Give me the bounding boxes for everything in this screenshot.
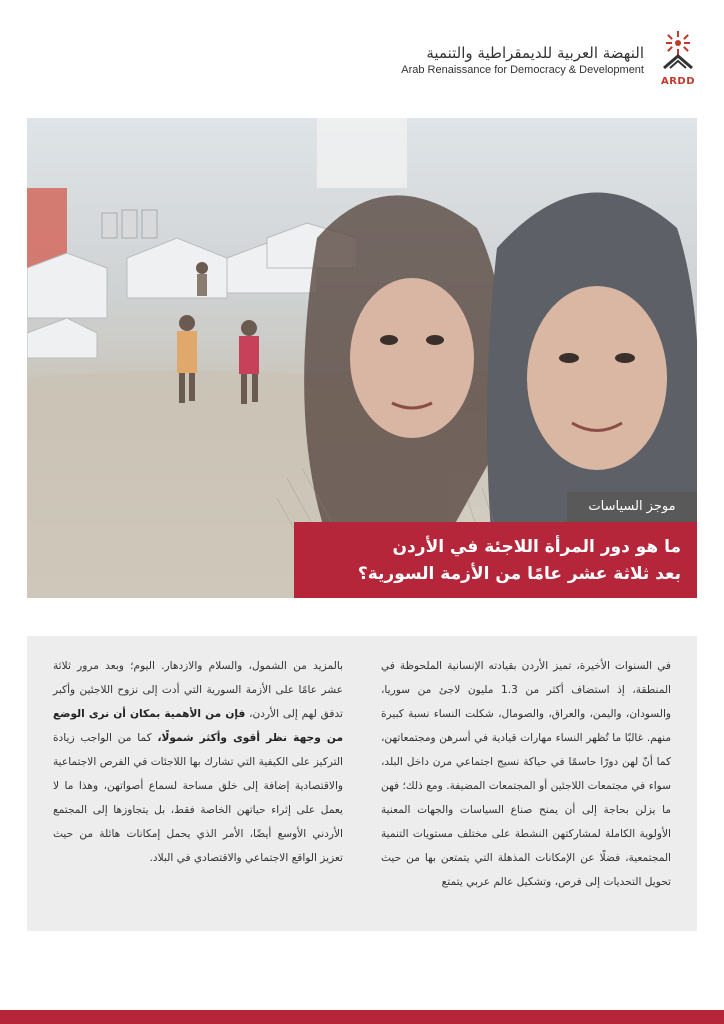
- paragraph-left-bold: فإن من الأهمية بمكان أن نرى الوضع من وجهة نظر أقوى وأكثر شمولًا،: [53, 708, 343, 744]
- org-name-arabic: النهضة العربية للديمقراطية والتنمية: [426, 44, 644, 62]
- title-line-2: بعد ثلاثة عشر عامًا من الأزمة السورية؟: [357, 564, 681, 584]
- footer-accent-bar: [0, 1010, 724, 1024]
- title-box: [294, 522, 697, 598]
- org-name-english: Arab Renaissance for Democracy & Development: [401, 64, 644, 76]
- text-column-right: [381, 654, 671, 894]
- paragraph-left-start: بالمزيد من الشمول، والسلام والازدهار. اليوم؛ وبعد مرور ثلاثة عشر عامًا على الأزمة السورية التي أدت إلى نزوح اللاجئين وأكبر تدفق لهم إلى الأردن،: [53, 660, 343, 720]
- header: [58, 30, 698, 100]
- body-text-panel: [27, 636, 697, 931]
- organization-name: [401, 44, 644, 76]
- paragraph-left-end: كما من الواجب زيادة التركيز على الكيفية التي تشارك بها اللاجئات في الفرص الاجتماعية والاقتصادية إضافة إلى خلق مساحة لسماع أصواتهن، وهذا ما لا يعمل على إثراء حياتهن الخاصة فقط، بل يتجاوزها إلى المجتمع الأردني الأوسع أيضًا، الأمر الذي يحمل إمكانات هائلة من حيث تعزيز الواقع الاجتماعي والاقتصادي في البلاد.: [53, 732, 343, 864]
- title-line-1: ما هو دور المرأة اللاجئة في الأردن: [392, 537, 681, 557]
- ardd-logo[interactable]: [658, 30, 698, 96]
- policy-brief-tag: موجز السياسات: [567, 492, 697, 522]
- ardd-logo-icon: [660, 30, 696, 70]
- text-column-left: [53, 654, 343, 870]
- logo-text: ARDD: [660, 76, 696, 87]
- paragraph-right: في السنوات الأخيرة، تميز الأردن بقيادته الإنسانية الملحوظة في المنطقة، إذ استضاف أكثر من 1.3 مليون لاجئ من سوريا، والسودان، واليمن، والعراق، والصومال، شكلت النساء نسبة كبيرة منهم. غالبًا ما تُظهر النساء مهارات قيادية في أسرهن ومجتمعاتهن، كما أنّ لهن دورًا حاسمًا في حياكة نسيج اجتماعي مرن داخل البلد، سواء في مجتمعات اللاجئين أو المجتمعات المضيفة. ومع ذلك؛ فهن ما يزلن بحاجة إلى أن يمنح صناع السياسات والجهات المعنية الأولوية الكاملة لمشاركتهن النشطة على مختلف مستويات التنمية المجتمعية، فضلًا عن الإمكانات المذهلة التي يتمتعن بها من حيث تحويل التحديات إلى فرص، وتشكيل عالم عربي يتمتع: [381, 660, 671, 888]
